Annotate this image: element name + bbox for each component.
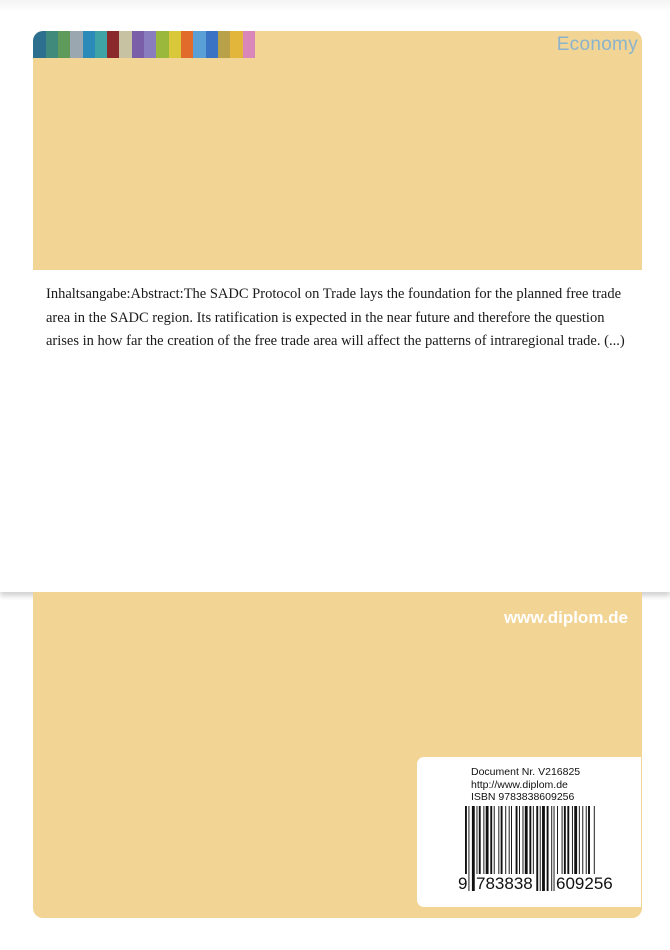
color-strip-bar bbox=[33, 31, 263, 58]
color-strip bbox=[95, 31, 107, 58]
color-strip bbox=[243, 31, 255, 58]
color-strip bbox=[58, 31, 70, 58]
color-strip bbox=[107, 31, 119, 58]
color-strip bbox=[156, 31, 169, 58]
category-label: Economy bbox=[556, 34, 638, 55]
color-strip bbox=[83, 31, 95, 58]
color-strip bbox=[70, 31, 83, 58]
color-strip bbox=[33, 31, 46, 58]
abstract-text: Inhaltsangabe:Abstract:The SADC Protocol on Trade lays the foundation for the planned free trade area in the SADC region. Its ratification is expected in the near future and therefore the question arises in how far the creation of the free trade area will affect the patterns of intraregional trade. (...) bbox=[46, 286, 625, 349]
color-strip bbox=[144, 31, 156, 58]
publisher-website[interactable]: www.diplom.de bbox=[503, 608, 628, 627]
barcode-digit-group-1: 783838 bbox=[476, 874, 533, 893]
barcode-digits bbox=[458, 874, 633, 898]
color-strip bbox=[132, 31, 144, 58]
color-strip bbox=[169, 31, 181, 58]
barcode-digit-group-2: 609256 bbox=[556, 874, 613, 893]
color-strip bbox=[119, 31, 132, 58]
cover-top-panel bbox=[33, 31, 642, 270]
barcode-digit-prefix: 9 bbox=[458, 874, 468, 893]
color-strip bbox=[218, 31, 230, 58]
document-meta bbox=[471, 766, 580, 804]
color-strip bbox=[206, 31, 218, 58]
document-number: Document Nr. V216825 bbox=[471, 766, 581, 778]
color-strip bbox=[193, 31, 206, 58]
document-url[interactable]: http://www.diplom.de bbox=[471, 778, 568, 791]
color-strip bbox=[46, 31, 58, 58]
color-strip bbox=[230, 31, 243, 58]
color-strip bbox=[181, 31, 193, 58]
isbn: ISBN 9783838609256 bbox=[471, 791, 575, 803]
